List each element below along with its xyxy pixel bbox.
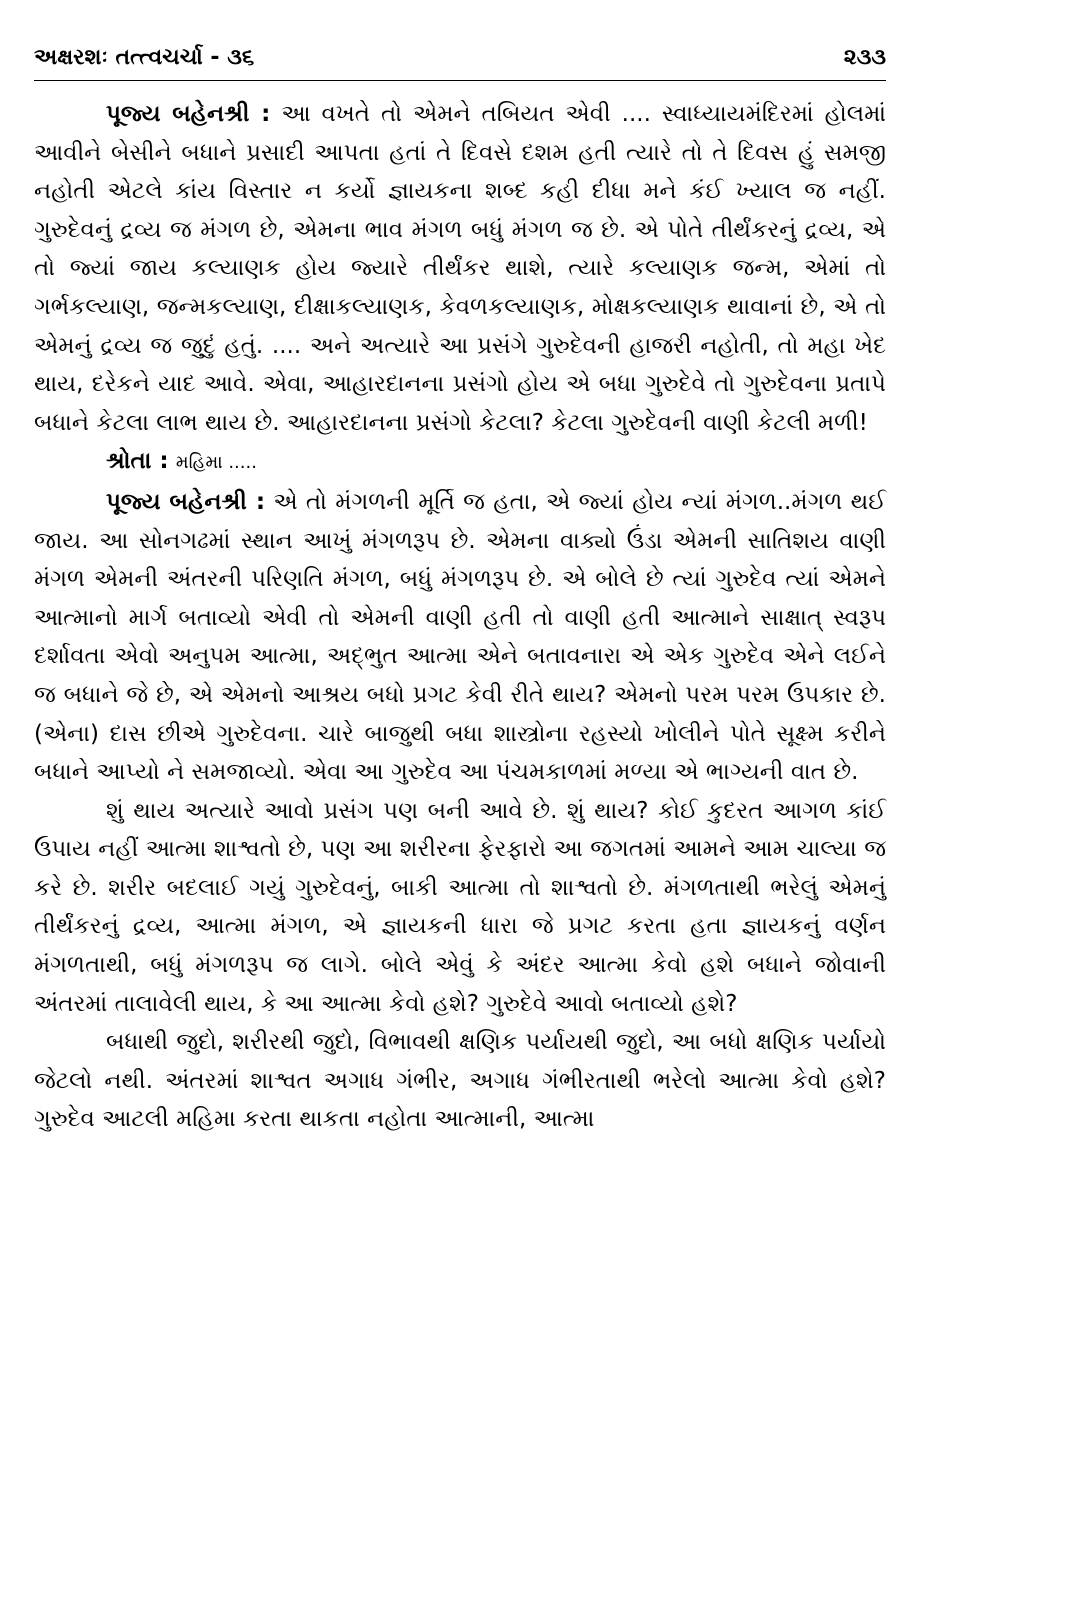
header-rule — [34, 80, 886, 81]
page-body — [34, 95, 886, 1139]
speaker-label: શ્રોતા : — [106, 448, 169, 475]
paragraph-1 — [34, 95, 886, 442]
speaker-label: પૂજ્ય બહેનશ્રી : — [106, 101, 271, 127]
book-page — [34, 40, 886, 1139]
paragraph-3 — [34, 483, 886, 792]
page-number: ૨૩૩ — [843, 45, 886, 70]
paragraph-4 — [34, 792, 886, 1024]
paragraph-2 — [34, 442, 886, 483]
paragraph-text: એ તો મંગળની મૂર્તિ જ હતા, એ જ્યાં હોય ન્યાં મંગળ..મંગળ થઈ જાય. આ સોનગઢમાં સ્થાન આખું મંગળરૂપ છે. એમના વાક્યો ઉંડા એમની સાતિશય વાણી મંગળ એમની અંતરની પરિણતિ મંગળ, બધું મંગળરૂપ છે. એ બોલે છે ત્યાં ગુરુદેવ ત્યાં એમને આત્માનો માર્ગ બતાવ્યો એવી તો એમની વાણી હતી તો વાણી હતી આત્માને સાક્ષાત્ સ્વરૂપ દર્શાવતા એવો અનુપમ આત્મા, અદ્ભુત આત્મા એને બતાવનારા એ એક ગુરુદેવ એને લઈને જ બધાને જે છે, એ એમનો આશ્રય બધો પ્રગટ કેવી રીતે થાય? એમનો પરમ પરમ ઉપકાર છે. (એના) દાસ છીએ ગુરુદેવના. ચારે બાજુથી બધા શાસ્ત્રોના રહસ્યો ખોલીને પોતે સૂક્ષ્મ કરીને બધાને આપ્યો ને સમજાવ્યો. એવા આ ગુરુદેવ આ પંચમકાળમાં મળ્યા એ ભાગ્યની વાત છે. — [34, 488, 886, 786]
paragraph-text: મહિમા ..... — [175, 452, 257, 474]
running-title: અક્ષરશઃ તત્ત્વચર્ચા - ૩૬ — [34, 45, 255, 70]
running-header — [34, 40, 886, 76]
paragraph-text: આ વખતે તો એમને તબિયત એવી .... સ્વાધ્યાયમંદિરમાં હોલમાં આવીને બેસીને બધાને પ્રસાદી આપતા હતાં તે દિવસે દશમ હતી ત્યારે તો તે દિવસ હું સમજી નહોતી એટલે કાંય વિસ્તાર ન કર્યો જ્ઞાયકના શબ્દ કહી દીધા મને કંઈ ખ્યાલ જ નહીં. ગુરુદેવનું દ્રવ્ય જ મંગળ છે, એમના ભાવ મંગળ બધું મંગળ જ છે. એ પોતે તીર્થંકરનું દ્રવ્ય, એ તો જ્યાં જાય કલ્યાણક હોય જ્યારે તીર્થંકર થાશે, ત્યારે કલ્યાણક જન્મ, એમાં તો ગર્ભકલ્યાણ, જન્મકલ્યાણ, દીક્ષાકલ્યાણક, કેવળકલ્યાણક, મોક્ષકલ્યાણક થાવાનાં છે, એ તો એમનું દ્રવ્ય જ જુદું હતું. .... અને અત્યારે આ પ્રસંગે ગુરુદેવની હાજરી નહોતી, તો મહા ખેદ થાય, દરેકને યાદ આવે. એવા, આહારદાનના પ્રસંગો હોય એ બધા ગુરુદેવે તો ગુરુદેવના પ્રતાપે બધાને કેટલા લાભ થાય છે. આહારદાનના પ્રસંગો કેટલા? કેટલા ગુરુદેવની વાણી કેટલી મળી! — [34, 101, 886, 436]
paragraph-text: શું થાય અત્યારે આવો પ્રસંગ પણ બની આવે છે. શું થાય? કોઈ કુદરત આગળ કાંઈ ઉપાય નહીં આત્મા શાશ્વતો છે, પણ આ શરીરના ફેરફારો આ જગતમાં આમને આમ ચાલ્યા જ કરે છે. શરીર બદલાઈ ગયું ગુરુદેવનું, બાકી આત્મા તો શાશ્વતો છે. મંગળતાથી ભરેલું એમનું તીર્થંકરનું દ્રવ્ય, આત્મા મંગળ, એ જ્ઞાયકની ધારા જે પ્રગટ કરતા હતા જ્ઞાયકનું વર્ણન મંગળતાથી, બધું મંગળરૂપ જ લાગે. બોલે એવું કે અંદર આત્મા કેવો હશે બધાને જોવાની અંતરમાં તાલાવેલી થાય, કે આ આત્મા કેવો હશે? ગુરુદેવે આવો બતાવ્યો હશે? — [34, 797, 886, 1017]
paragraph-text: બધાથી જુદો, શરીરથી જુદો, વિભાવથી ક્ષણિક પર્યાયથી જુદો, આ બધો ક્ષણિક પર્યાયો જેટલો નથી. અંતરમાં શાશ્વત અગાધ ગંભીર, અગાધ ગંભીરતાથી ભરેલો આત્મા કેવો હશે? ગુરુદેવ આટલી મહિમા કરતા થાકતા નહોતા આત્માની, આત્મા — [34, 1029, 886, 1133]
paragraph-5 — [34, 1023, 886, 1139]
speaker-label: પૂજ્ય બહેનશ્રી : — [106, 488, 266, 515]
